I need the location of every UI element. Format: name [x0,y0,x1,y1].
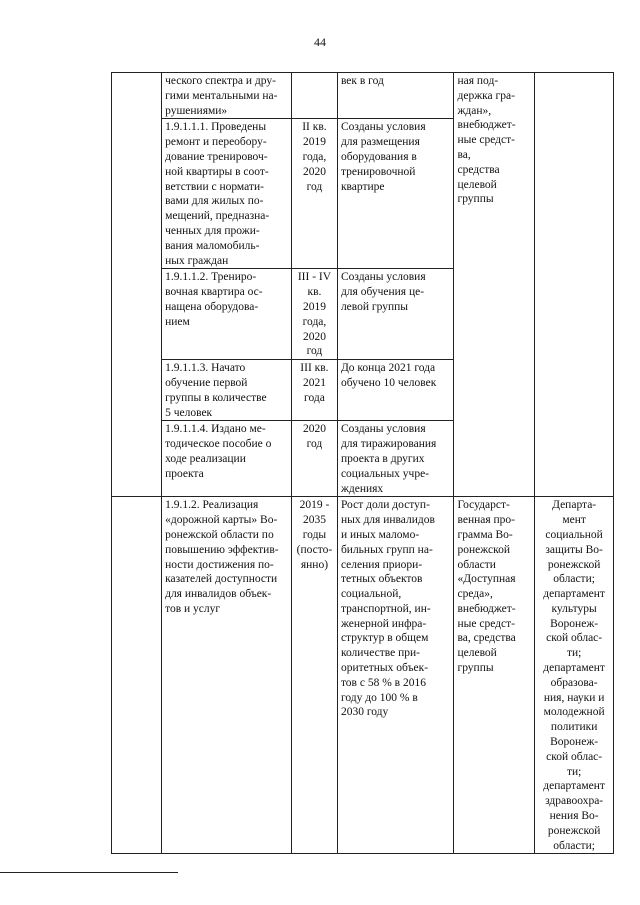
event-text: 1.9.1.1.2. Трениро- вочная квартира ос- нащена оборудова- нием [165,271,263,328]
event-text: 1.9.1.1.1. Проведены ремонт и переобору- дование тренировоч- ной квартиры в соот- ветствии с нормати- вами для жилых по- мещений, предназна- ченных для прожи- вания маломобиль- ных граждан [165,121,270,267]
footnote-divider [0,872,178,873]
term-text: III - IV кв. 2019 года, 2020 год [297,271,332,358]
funding-source-text: ная под- держка гра- ждан», внебюджет- ные средст- ва, средства целевой группы [457,75,516,206]
term-cell [291,421,337,497]
term-cell [291,269,337,360]
action-plan-table [111,72,614,854]
event-cell [162,73,292,119]
event-cell [162,497,292,854]
result-text: До конца 2021 года обучено 10 человек [340,362,437,389]
result-cell [337,73,454,119]
term-text: III кв. 2021 года [300,362,329,404]
executor-cell [535,73,614,497]
event-text: 1.9.1.2. Реализация «дорожной карты» Во- ронежской области по повышению эффектив- ности достижения по- казателей доступности для инвалидов объек- тов и услуг [165,499,279,615]
result-cell [337,269,454,360]
executor-cell [535,497,614,854]
result-cell [337,497,454,854]
term-text: 2019 - 2035 годы (посто- янно) [296,499,333,571]
result-text: век в год [340,75,384,87]
term-cell [291,497,337,854]
executor-text: Департа- мент социальной защиты Во- ронежской области; департамент культуры Воронеж- ской облас- ти; департамент образова- ния, науки и молодежной политики Воронеж- ской облас- ти; департамент здравоохра- нения Во- ронежской области; [543,499,605,852]
event-cell [162,269,292,360]
term-text: II кв. 2019 года, 2020 год [302,121,327,193]
result-cell [337,119,454,269]
table-row [112,73,614,119]
number-cell [112,73,162,497]
table-row [112,497,614,854]
event-text: ческого спектра и дру- гими ментальными на- рушениями» [165,75,278,117]
page-number: 44 [314,35,326,49]
funding-source-cell [454,73,535,497]
result-cell [337,421,454,497]
term-cell [291,360,337,421]
result-cell [337,360,454,421]
result-text: Рост доли доступ- ных для инвалидов и иных маломо- бильных групп на- селения приори- тетных объектов социальной, транспортной, ин- женерной инфра- структур в общем количестве при- оритетных объек- тов с 58 % в 2016 году до 100 % в 2030 году [340,499,435,719]
result-text: Созданы условия для размещения оборудования в тренировочной квартире [340,121,426,193]
number-cell [112,497,162,854]
event-text: 1.9.1.1.4. Издано ме- тодическое пособие о ходе реализации проекта [165,423,272,480]
term-cell [291,73,337,119]
result-text: Созданы условия для обучения це- левой группы [340,271,426,313]
result-text: Созданы условия для тиражирования проекта в других социальных учре- ждениях [340,423,437,495]
term-text: 2020 год [302,423,326,451]
funding-source-text: Государст- венная про- грамма Во- ронежской области «Доступная среда», внебюджет- ные средст- ва, средства целевой группы [457,499,516,675]
event-cell [162,421,292,497]
event-cell [162,119,292,269]
funding-source-cell [454,497,535,854]
event-text: 1.9.1.1.3. Начато обучение первой группы в количестве 5 человек [165,362,267,419]
term-cell [291,119,337,269]
event-cell [162,360,292,421]
